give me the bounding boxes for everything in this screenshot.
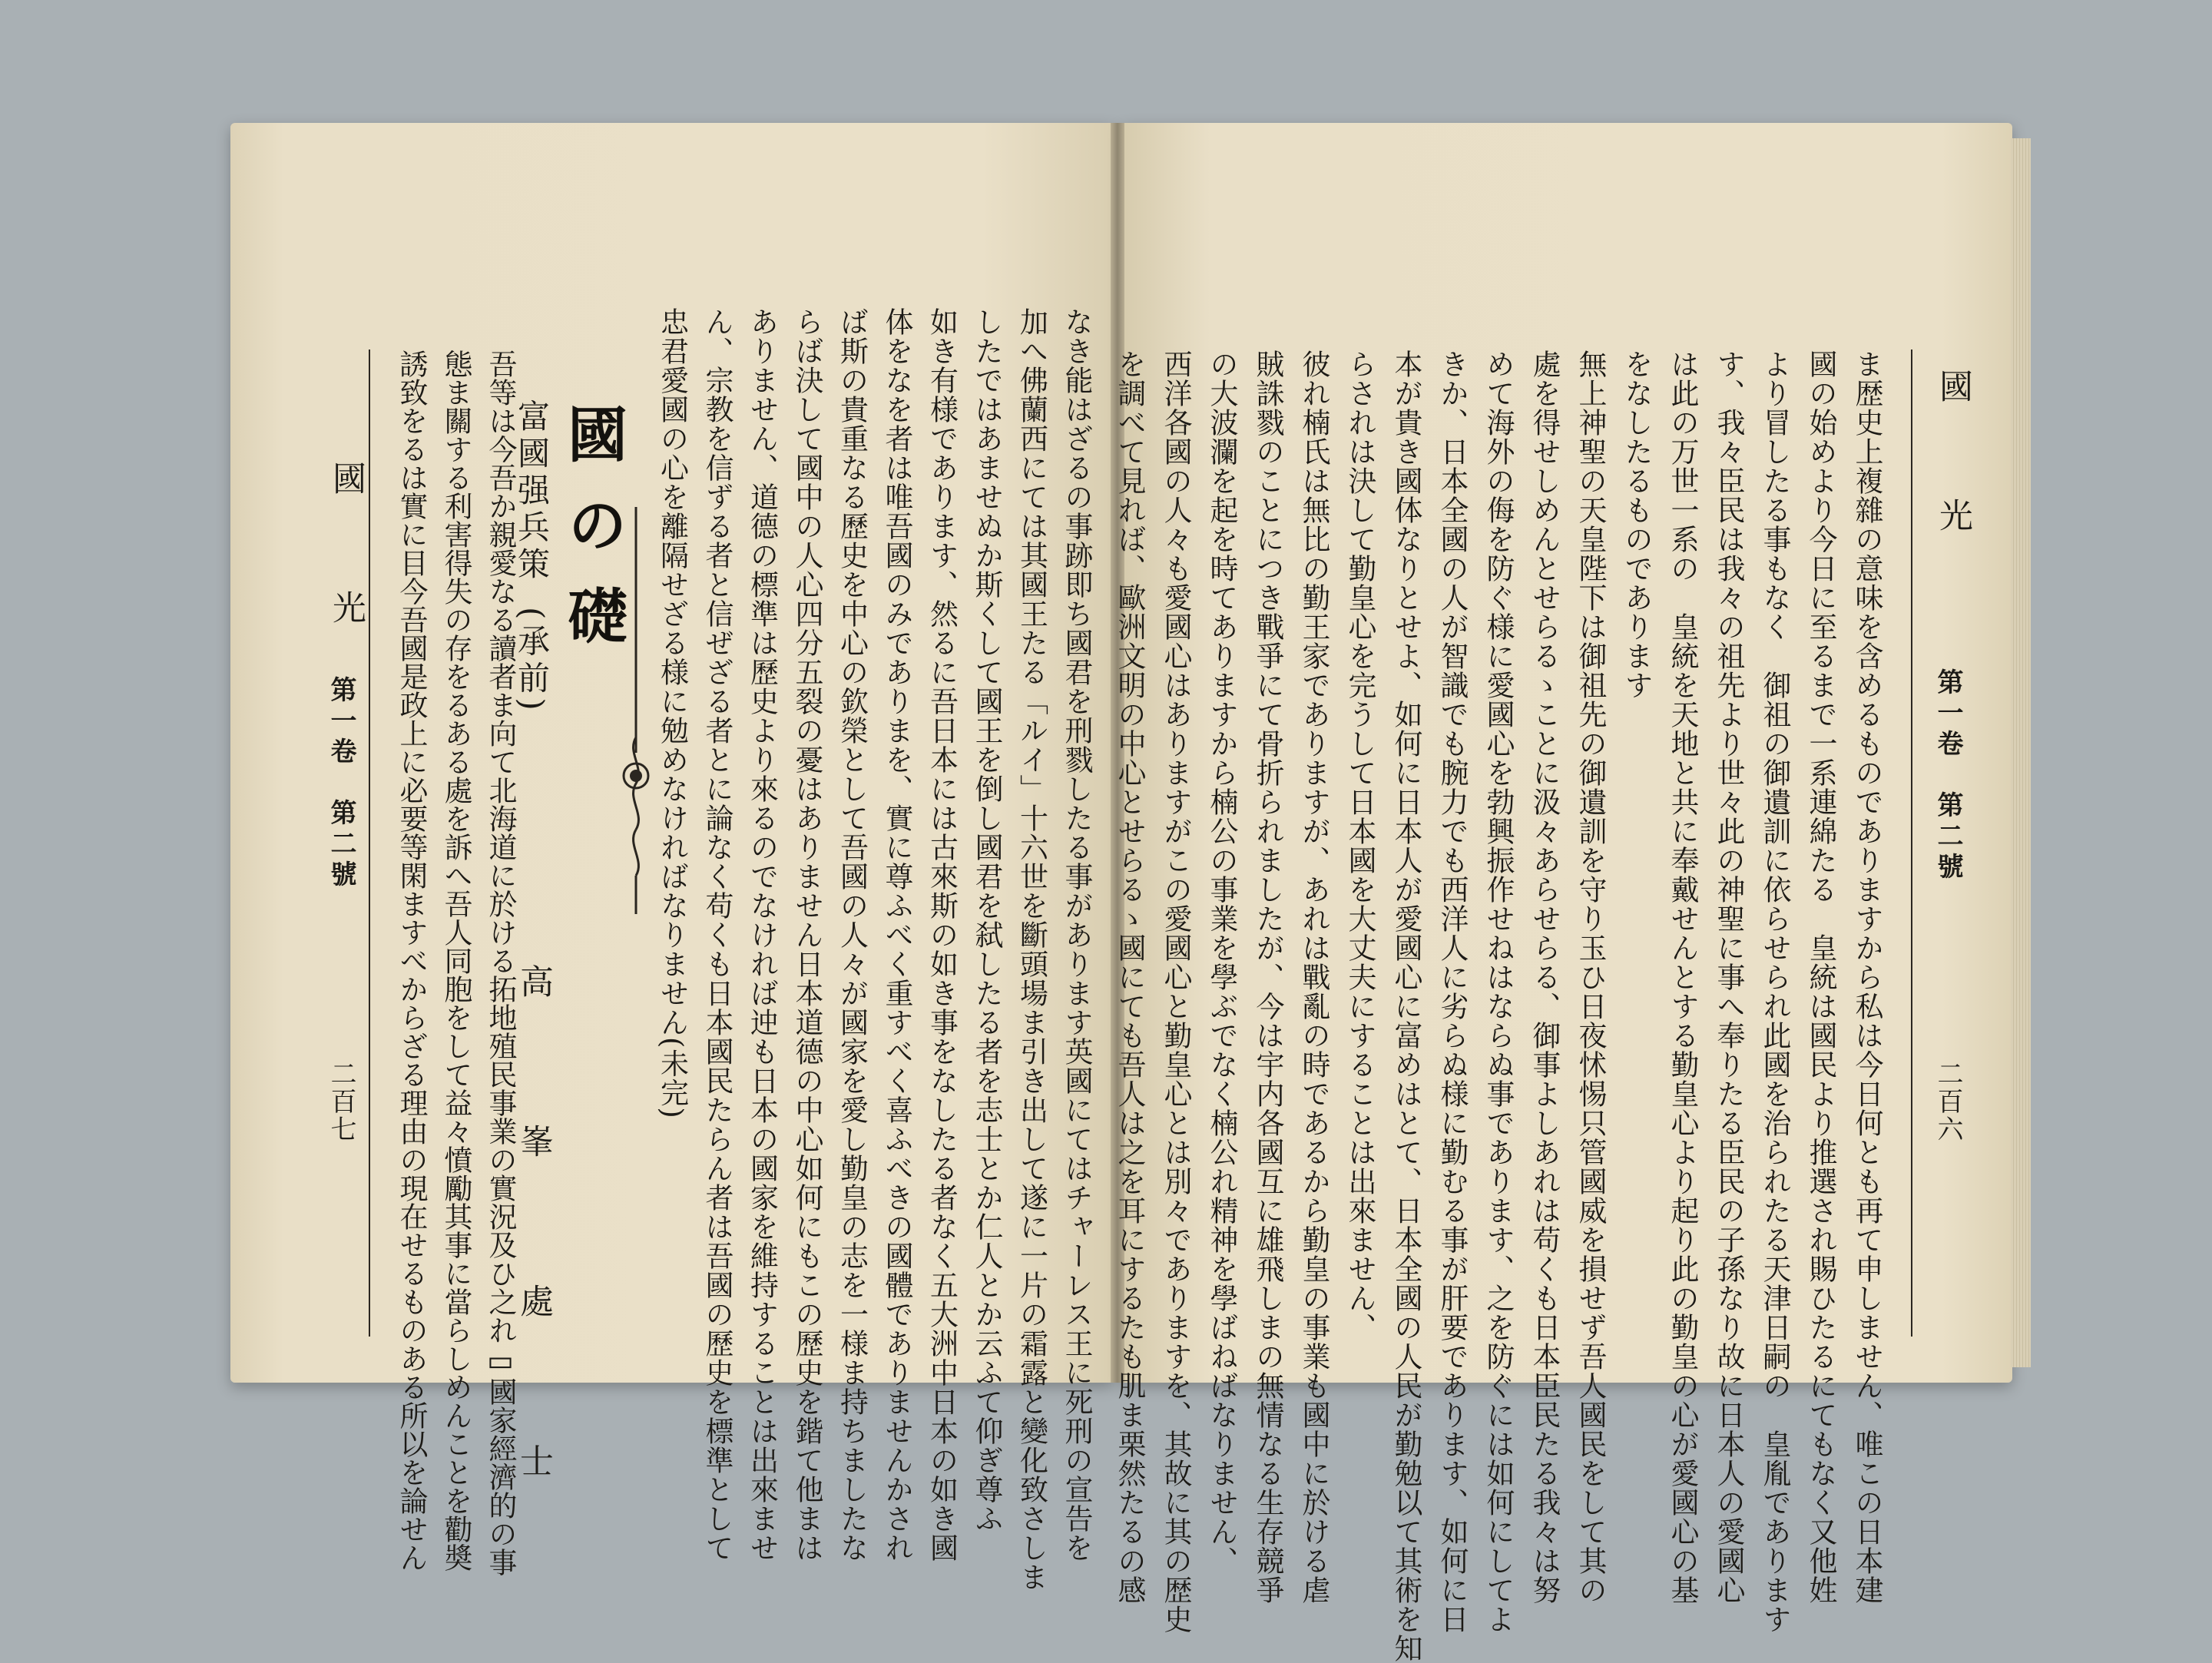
text-line: 彼れ楠氏は無比の勤王家でありますが、あれは戰亂の時であるから勤皇の事業も國中に於ける虐 bbox=[1297, 349, 1330, 1605]
text-line: ん、宗教を信ずる者と信ぜざる者とに論なく苟くも日本國民たらん者は吾國の歷史を標準として bbox=[700, 307, 733, 1562]
article-continuation: (承前) bbox=[513, 607, 551, 715]
text-line: 加へ佛蘭西にては其國王たる「ルイ」十六世を斷頭場ま引き出して遂に一片の霜露と變化致さしま bbox=[1015, 307, 1048, 1592]
right-body-text bbox=[1091, 349, 1889, 1663]
article-lead-text bbox=[384, 349, 522, 1576]
right-page-number: 二百六 bbox=[1932, 1060, 1963, 1143]
text-line: は此の万世一系の 皇統を天地と共に奉戴せんとする勤皇心より起り此の勤皇の心が愛國心の基 bbox=[1666, 349, 1699, 1605]
text-line: す、我々臣民は我々の祖先より世々此の神聖に事へ奉りたる臣民の子孫なり故に日本人の愛國心 bbox=[1712, 349, 1745, 1605]
text-line: 西洋各國の人々も愛國心はありますがこの愛國心と勤皇心とは別々でありますを、其故に其の歴史 bbox=[1159, 349, 1192, 1634]
text-line: 吾等は今吾か親愛なる讀者ま向て北海道に於ける拓地殖民事業の實況及ひ之れ▭國家經濟的の事 bbox=[484, 349, 517, 1576]
text-line: ば斯の貴重なる歷史を中心の欽榮として吾國の人々が國家を愛し勤皇の志を一様ま持ちましたな bbox=[835, 307, 869, 1562]
text-line: 國の始めより今日に至るまで一系連綿たる 皇統は國民より推選され賜ひたるにてもなく又他姓 bbox=[1804, 349, 1837, 1605]
text-line: 處を得せしめんとせらるゝことに汲々あらせらる、御事よしあれは苟くも日本臣民たる我々は努 bbox=[1528, 349, 1561, 1605]
text-line: 態ま關する利害得失の存をるある處を訴へ吾人同胞をして益々憤勵其事に當らしめんことを勸奬 bbox=[439, 349, 472, 1572]
right-magazine-title: 國 光 bbox=[1933, 369, 1972, 562]
text-line: ありません、道德の標準は歷史より來るのでなければ迚も日本の國家を維持することは出來ませ bbox=[745, 307, 779, 1562]
text-line: 如き有様であります、然るに吾日本には古來斯の如き事をなしたる者なく五大洲中日本の如き國 bbox=[925, 307, 959, 1562]
text-line: 誘致をるは實に目今吾國是政上に必要等閑ますべからざる理由の現在せるものある所以を論せん bbox=[395, 349, 428, 1572]
text-line: 無上神聖の天皇陛下は御祖先の御遺訓を守り玉ひ日夜怵惕只管國威を損せず吾人國民をして其の bbox=[1574, 349, 1607, 1605]
text-line: らされは決して勤皇心を完うして日本國を大丈夫にすることは出來ません、 bbox=[1343, 349, 1376, 1342]
text-line: 本が貴き國体なりとせよ、如何に日本人が愛國心に富めはとて、日本全國の人民が勤勉以て其術を知 bbox=[1389, 349, 1422, 1663]
text-line: ま歴史上複雜の意味を含めるものでありますから私は今日何とも再て申しません、唯この日本建 bbox=[1850, 349, 1883, 1605]
text-line: 体をなを者は唯吾國のみでありまを、實に尊ふべく重すべく喜ふべきの國體でありませんかされ bbox=[880, 307, 913, 1562]
text-line: を調べて見れば、歐洲文明の中心とせらるゝ國にても吾人は之を耳にするたも肌ま栗然たるの感 bbox=[1113, 349, 1146, 1605]
text-line: めて海外の侮を防ぐ様に愛國心を勃興振作せねはならぬ事であります、之を防ぐには如何にしてよ bbox=[1482, 349, 1515, 1634]
text-line: をなしたるものであります bbox=[1620, 349, 1653, 700]
left-magazine-title: 國 光 bbox=[326, 461, 366, 654]
right-issue-label: 第一卷 第二號 bbox=[1932, 668, 1963, 883]
left-issue-label: 第一卷 第二號 bbox=[326, 676, 356, 891]
text-line: 忠君愛國の心を離隔せざる様に勉めなければなりません(未完) bbox=[655, 307, 689, 1119]
article-author: 高 峯 處 士 bbox=[514, 964, 553, 1523]
text-line: なき能はざるの事跡即ち國君を刑戮したる事があります英國にてはチャーレス王に死刑の宣告を bbox=[1060, 307, 1093, 1562]
article-subtitle: 富國强兵策 bbox=[513, 399, 551, 584]
text-line: より冒したる事もなく 御祖の御遺訓に依らせられ此國を治られたる天津日嗣の 皇胤であります bbox=[1758, 349, 1791, 1634]
page-edge bbox=[2011, 138, 2031, 1367]
right-header-rule bbox=[1911, 349, 1912, 1337]
text-line: の大波瀾を起を時てありますから楠公の事業を學ぶでなく楠公れ精神を學ばねばなりません、 bbox=[1205, 349, 1238, 1575]
article-title: 國の礎 bbox=[558, 403, 628, 675]
text-line: 賊誅戮のことにつき戰爭にて骨折られましたが、今は宇内各國互に雄飛しまの無情なる生存競爭 bbox=[1251, 349, 1284, 1605]
text-line: きか、日本全國の人が智識でも腕力でも西洋人に劣らぬ様に勤むる事が肝要であります、如何に日 bbox=[1435, 349, 1469, 1634]
left-page-number: 二百七 bbox=[326, 1060, 356, 1143]
left-continued-text bbox=[649, 307, 1098, 1592]
text-line: らば決して國中の人心四分五裂の憂はありません日本道德の中心如何にもこの歷史を鍇て他まは bbox=[790, 307, 823, 1562]
text-line: したではあませぬか斯くして國王を倒し國君を弑したる者を志士とか仁人とか云ふて仰ぎ尊ふ bbox=[970, 307, 1003, 1533]
